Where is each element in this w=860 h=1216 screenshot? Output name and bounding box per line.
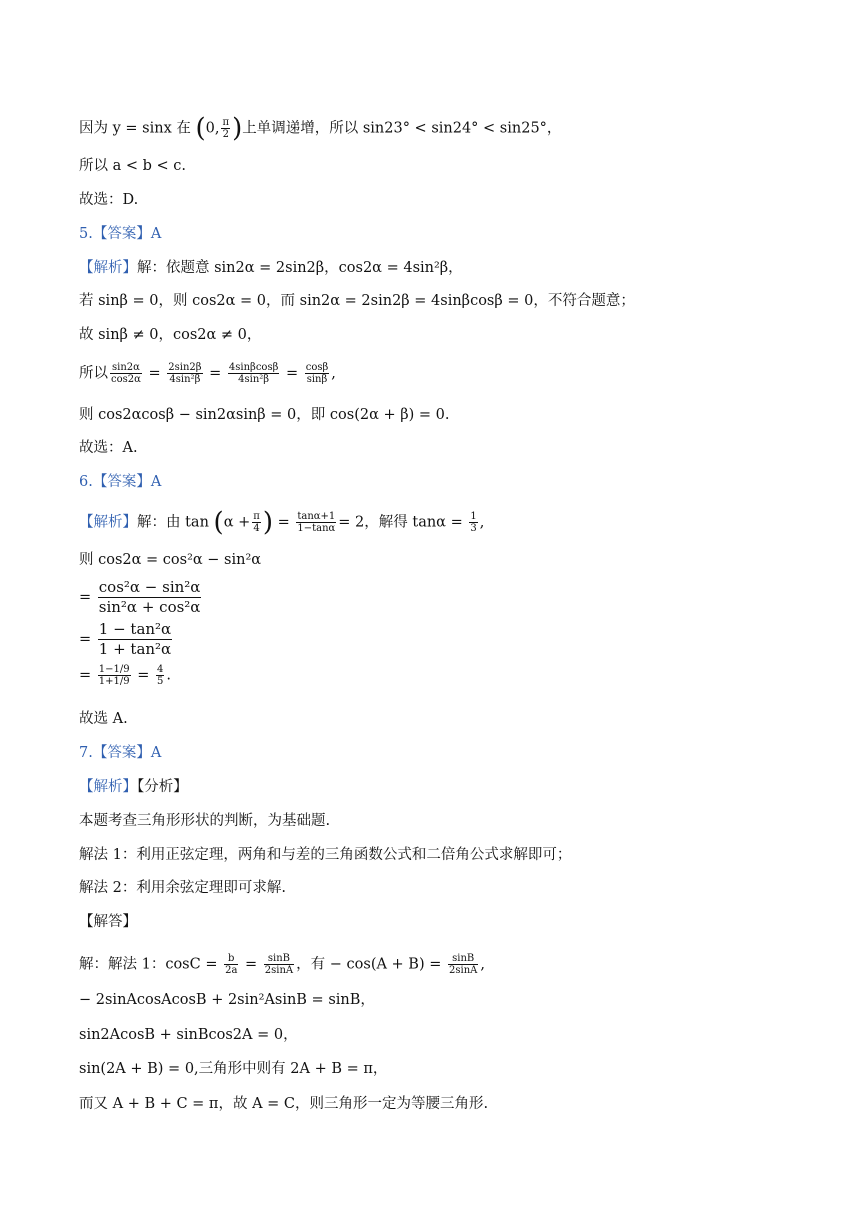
text: α + [223,514,251,531]
fraction: $\frac{\sin B}{2\sin A}$ [449,953,478,976]
text-line [79,777,820,797]
text: 因为 y = sinx 在 [79,120,191,137]
text-line: 而又 A + B + C = π，故 A = C，则三角形一定为等腰三角形. [79,1096,489,1112]
text: 所以 [79,365,108,382]
text-line: 所以 a < b < c. [79,158,187,174]
text: 解：由 tan [137,514,209,531]
fraction: $\frac{\text{cos²α − sin²α}}{\text{sin²α + cos²α}}$ [98,578,201,616]
analysis-tag: 【解析】 [79,260,137,276]
text-line: 所以 $\frac{\sin 2\alpha}{\cos 2\alpha}$ = $\frac{2\sin 2\beta}{\text{4sin²β}}$ = $\frac{4\sin\beta\cos\beta}{\text{4sin²β}}$ = $\frac{\cos\beta}{\sin\beta}$ , [79,362,336,385]
text-line: 故选：A. [79,440,138,456]
text: ，有 − cos(A + B) = [296,956,442,973]
text-line: = $\frac{1-1/9}{1+1/9}$ = $\frac{4}{5}$ . [79,664,171,687]
text: = 2，解得 tanα = [338,514,463,531]
fraction: $\frac{b}{2a}$ [225,953,238,976]
answer-heading-5: 5.【答案】A [79,226,162,242]
analysis-tag: 【解析】 [79,514,137,531]
fraction: $\frac{4\sin\beta\cos\beta}{\text{4sin²β}}$ [228,362,279,385]
answer-heading-6: 6.【答案】A [79,474,162,490]
fraction: $\frac{\pi}{2}$ [222,117,230,140]
paren: ( [195,113,206,144]
paren: ) [232,113,243,144]
fraction: $\frac{1-1/9}{1+1/9}$ [98,664,130,687]
fraction: $\frac{\cos\beta}{\sin\beta}$ [305,362,329,385]
text-line: sin2AcosB + sinBcos2A = 0， [79,1027,298,1043]
text-line: 则 cos2αcosβ − sin2αsinβ = 0，即 cos(2α + β) = 0. [79,407,450,423]
text-line: 故选：D. [79,192,139,208]
text-line: 则 cos2α = cos²α − sin²α [79,552,262,568]
text-line: 解：解法 1：cosC = $\frac{b}{2a}$ = $\frac{\sin B}{2\sin A}$ ，有 − cos(A + B) = $\frac{\sin B}{2\sin A}$ , [79,953,485,976]
text: 上单调递增，所以 sin23° < sin24° < sin25°， [242,120,562,137]
text-line: 故选 A. [79,711,128,727]
text: 解：解法 1：cosC = [79,956,218,973]
fraction: $\frac{\pi}{4}$ [253,511,260,534]
text-line: 若 sinβ = 0，则 cos2α = 0，而 sin2α = 2sin2β = 4sinβcosβ = 0，不符合题意； [79,293,635,309]
text-line: 【解答】 [79,914,137,930]
paren: ) [262,507,273,538]
fraction: $\frac{\tan\alpha+1}{1-\tan\alpha}$ [297,511,336,534]
text: 解：依题意 sin2α = 2sin2β，cos2α = 4sin²β， [137,260,463,276]
fraction: $\frac{\sin B}{2\sin A}$ [264,953,294,976]
text-line: 解法 2：利用余弦定理即可求解. [79,880,286,896]
fraction: $\frac{2\sin 2\beta}{\text{4sin²β}}$ [168,362,202,385]
text-line: − 2sinAcosAcosB + 2sin²AsinB = sinB， [79,992,375,1008]
answer-heading-7: 7.【答案】A [79,745,162,761]
text-line: = $\frac{\text{cos²α − sin²α}}{\text{sin²α + cos²α}}$ [79,578,201,616]
text: 【分析】 [137,779,188,795]
paren: ( [213,507,224,538]
fraction: $\frac{4}{5}$ [156,664,164,687]
text-line: 本题考查三角形形状的判断，为基础题. [79,813,331,829]
text-line: sin(2A + B) = 0,三角形中则有 2A + B = π， [79,1061,388,1077]
text-line: 故 sinβ ≠ 0，cos2α ≠ 0， [79,327,262,343]
text-line: 解法 1：利用正弦定理，两角和与差的三角函数公式和二倍角公式求解即可； [79,847,572,863]
fraction: $\frac{\sin 2\alpha}{\cos 2\alpha}$ [111,362,141,385]
text-line [79,258,820,278]
text-line: = $\frac{\text{1 − tan²α}}{\text{1 + tan²α}}$ [79,620,172,658]
text-line: 【解析】解：由 tan (α + $\frac{\pi}{4}$ ) = $\frac{\tan\alpha+1}{1-\tan\alpha}$ = 2，解得 tanα = $\frac{1}{3}$ , [79,507,485,538]
fraction: $\frac{\text{1 − tan²α}}{\text{1 + tan²α}}$ [98,620,172,658]
text-line: 因为 y = sinx 在 (0, $\frac{\pi}{2}$ )上单调递增，所以 sin23° < sin24° < sin25°， [79,113,562,144]
analysis-tag: 【解析】 [79,779,137,795]
fraction: $\frac{1}{3}$ [470,511,477,534]
